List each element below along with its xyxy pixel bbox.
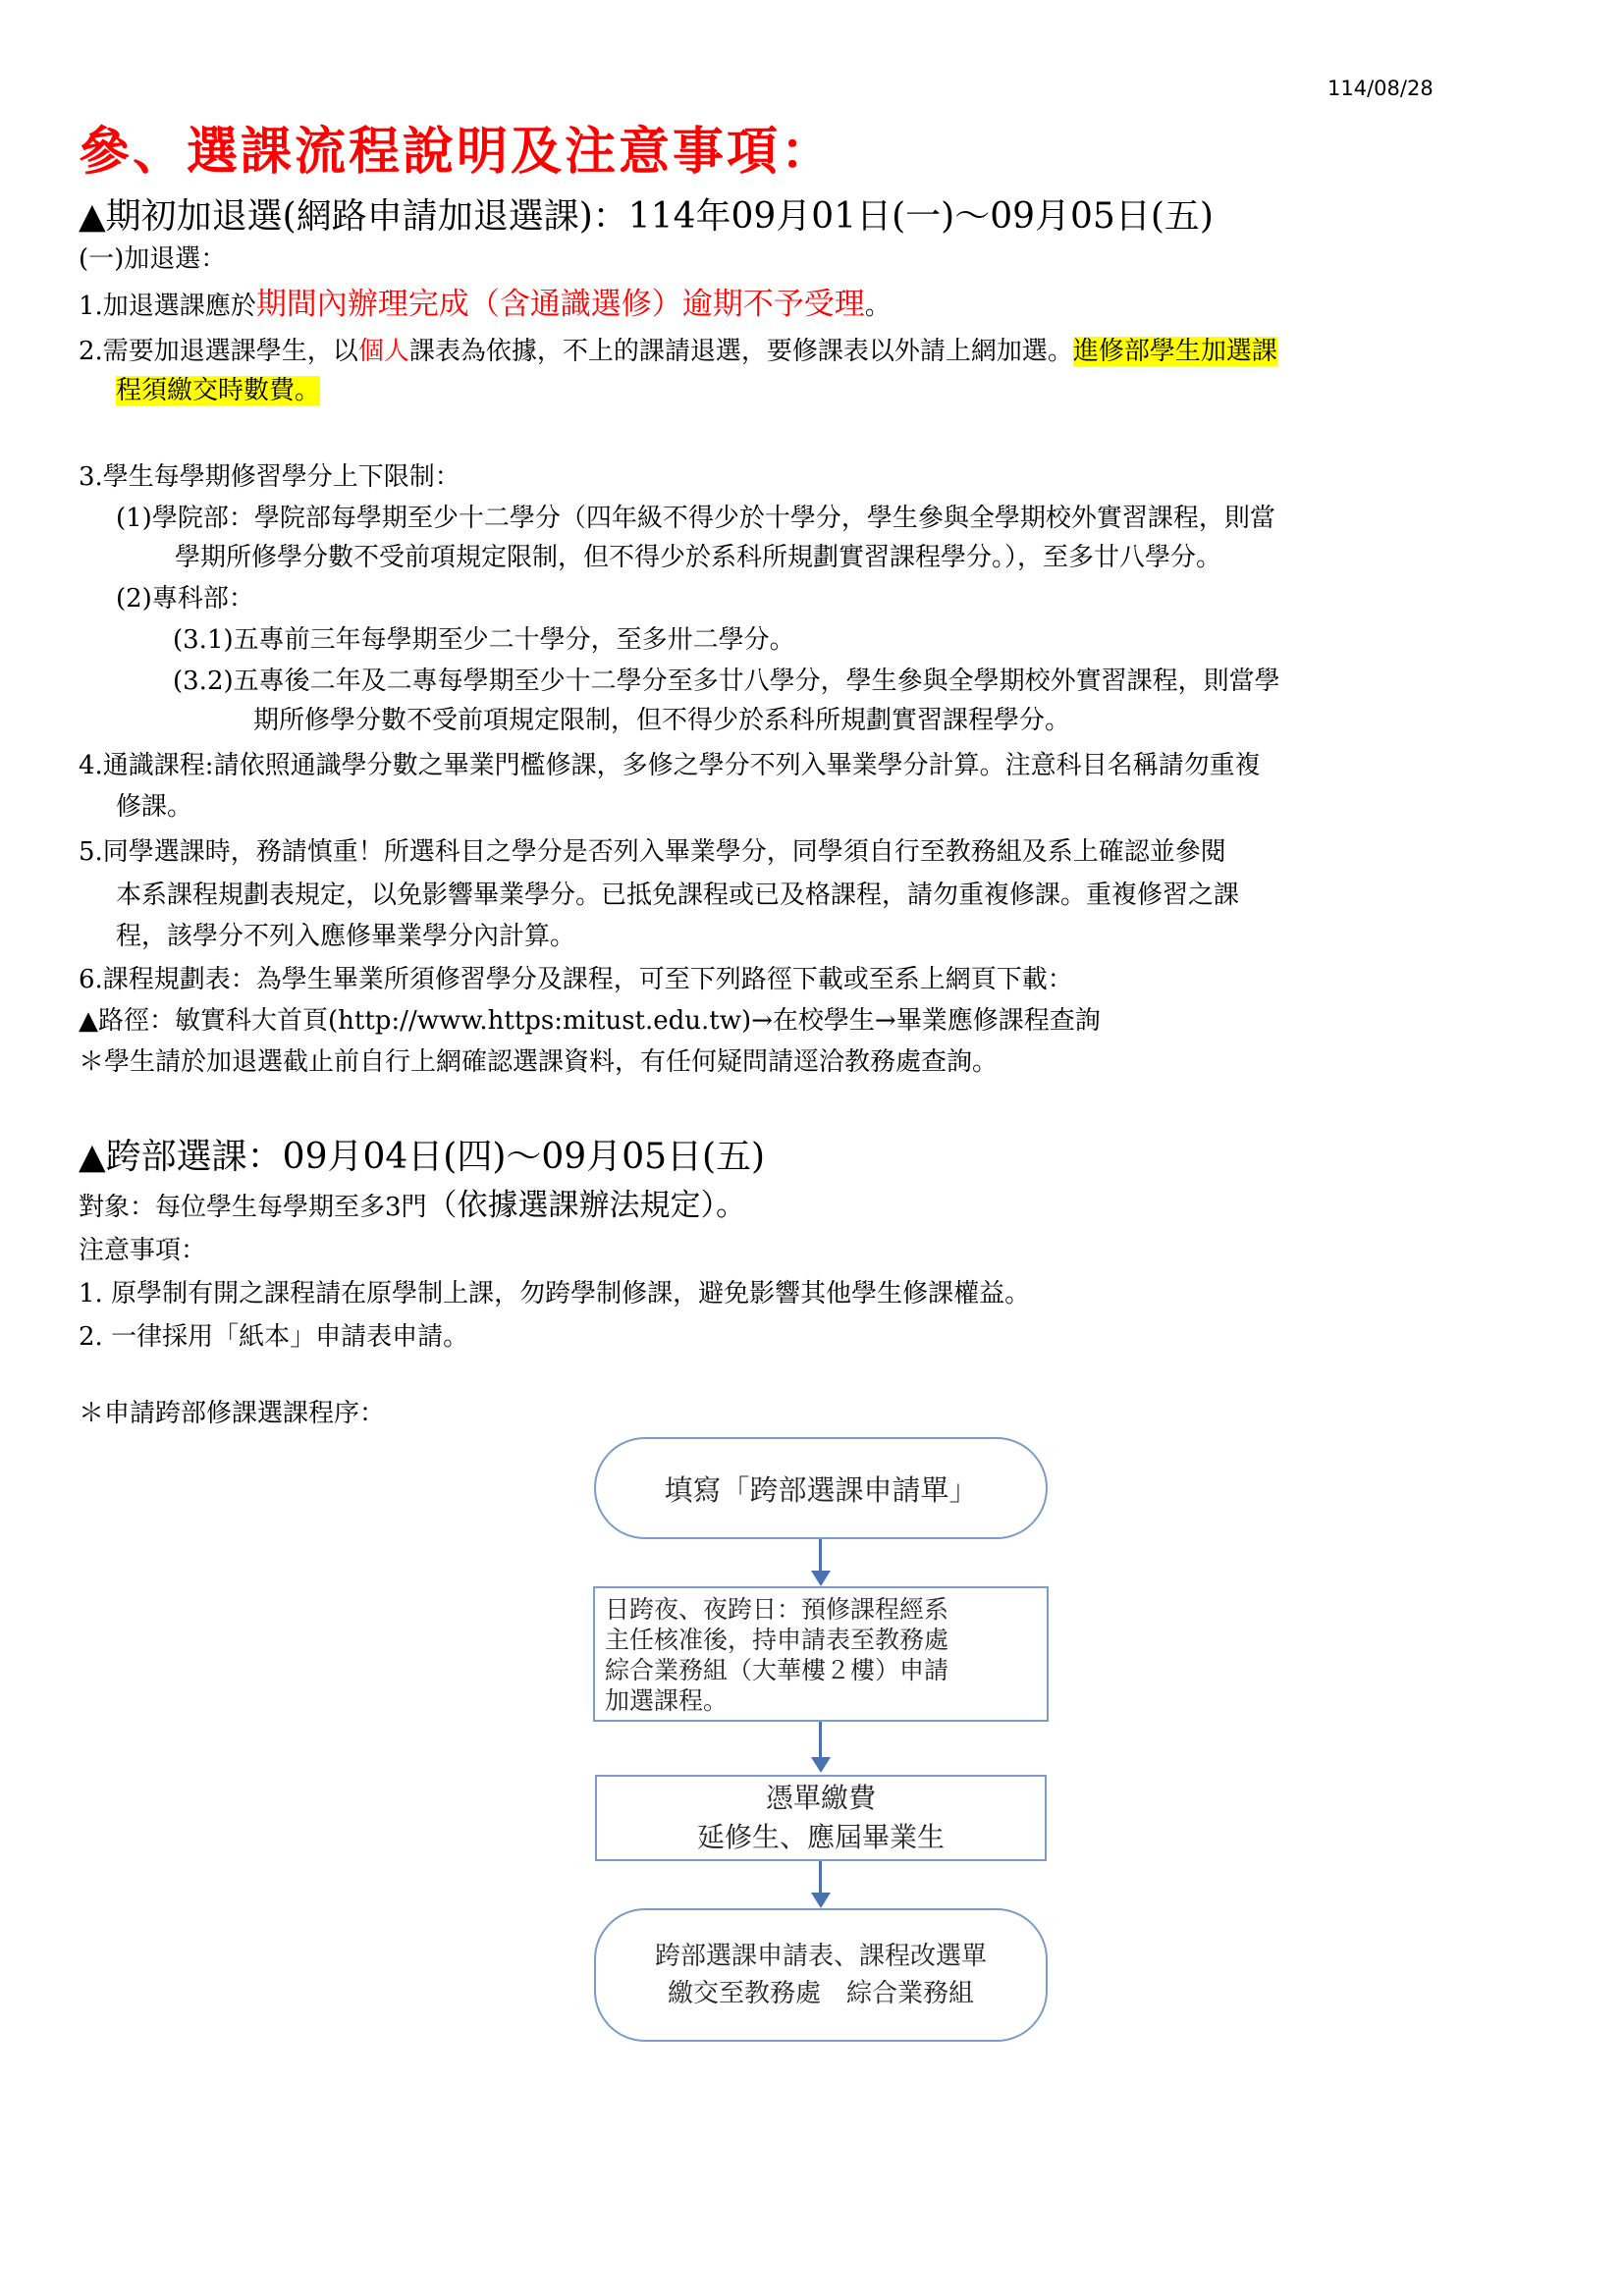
- flow-step-approval: [593, 1586, 1049, 1722]
- item5-line1: 5.同學選課時，務請慎重！所選科目之學分是否列入畢業學分，同學須自行至教務組及系上確認並參閱: [79, 837, 1226, 867]
- flow-step-payment: [595, 1775, 1047, 1861]
- download-path: ▲路徑：敏實科大首頁(http://www.https:mitust.edu.tw)→在校學生→畢業應修課程查詢: [79, 1006, 1101, 1036]
- item2-highlight-2: 程須繳交時數費。: [116, 376, 321, 405]
- item3-1-line2: 學期所修學分數不受前項規定限制，但不得少於系科所規劃實習課程學分。），至多廿八學分。: [175, 543, 1222, 572]
- flow-step-approval-line3: 綜合業務組（大華樓２樓）申請: [605, 1656, 949, 1684]
- item3-2-2-line2: 期所修學分數不受前項規定限制，但不得少於系科所規劃實習課程學分。: [253, 706, 1071, 735]
- flow-step-fill-form-label: 填寫「跨部選課申請單」: [664, 1472, 978, 1507]
- item2-line1: [79, 332, 1277, 371]
- flow-arrow-1-head-icon: [811, 1571, 831, 1586]
- item4-line1: 4.通識課程:請依照通識學分數之畢業門檻修課，多修之學分不列入畢業學分計算。注意科目名稱請勿重複: [79, 751, 1261, 780]
- item2-part-b: 課表為依據，不上的課請退選，要修課表以外請上網加選。: [408, 337, 1073, 366]
- flow-step-submit-line2: 繳交至教務處 綜合業務組: [667, 1979, 974, 2008]
- item2-part-a: 2.需要加退選課學生，以: [79, 337, 358, 366]
- item1-prefix: 1.加退選課應於: [79, 292, 256, 321]
- flow-step-approval-line4: 加選課程。: [605, 1686, 729, 1715]
- item3: 3.學生每學期修習學分上下限制：: [79, 462, 460, 492]
- flow-arrow-2-head-icon: [811, 1757, 831, 1773]
- section1-subheading: (一)加退選：: [79, 244, 227, 274]
- flow-step-payment-line2: 延修生、應屆畢業生: [696, 1821, 945, 1853]
- note1: 1. 原學制有開之課程請在原學制上課，勿跨學制修課，避免影響其他學生修課權益。: [79, 1279, 1031, 1308]
- target-text: [79, 1186, 746, 1227]
- item6: 6.課程規劃表：為學生畢業所須修習學分及課程，可至下列路徑下載或至系上網頁下載：: [79, 965, 1073, 994]
- item5-line3: 程，該學分不列入應修畢業學分內計算。: [116, 922, 576, 951]
- notes-title: 注意事項：: [79, 1236, 207, 1265]
- procedure-title: ＊申請跨部修課選課程序：: [79, 1399, 386, 1428]
- item1: [79, 285, 891, 326]
- section1-heading: ▲期初加退選(網路申請加退選課)：114年09月01日(一)～09月05日(五): [79, 196, 1214, 237]
- item3-2-2-line1: (3.2)五專後二年及二專每學期至少十二學分至多廿八學分，學生參與全學期校外實習課程，則當學: [173, 667, 1280, 696]
- item3-2: (2)專科部：: [116, 584, 254, 614]
- item1-red-text: 期間內辦理完成（含通識選修）逾期不予受理: [255, 287, 865, 322]
- flow-step-submit-line1: 跨部選課申請表、課程改選單: [654, 1942, 987, 1971]
- page-title: 參、選課流程說明及注意事項：: [79, 122, 836, 182]
- flow-step-approval-line1: 日跨夜、夜跨日：預修課程經系: [605, 1595, 949, 1624]
- flow-step-submit: [594, 1908, 1048, 2042]
- document-date: 114/08/28: [1327, 77, 1434, 100]
- flow-step-payment-line1: 憑單繳費: [765, 1782, 876, 1814]
- note2: 2. 一律採用「紙本」申請表申請。: [79, 1322, 469, 1352]
- flow-arrow-3: [819, 1861, 822, 1895]
- item3-2-1: (3.1)五專前三年每學期至少二十學分，至多卅二學分。: [173, 625, 795, 655]
- section1-note: ＊學生請於加退選截止前自行上網確認選課資料，有任何疑問請逕洽教務處查詢。: [79, 1047, 999, 1077]
- item2-red-text: 個人: [357, 337, 409, 366]
- section2-heading: ▲跨部選課：09月04日(四)～09月05日(五): [79, 1137, 766, 1177]
- flow-arrow-2: [819, 1722, 822, 1759]
- item3-1-line1: (1)學院部：學院部每學期至少十二學分（四年級不得少於十學分，學生參與全學期校外實習課程，則當: [116, 504, 1275, 533]
- item2-highlight-1: 進修部學生加選課: [1072, 337, 1277, 366]
- item1-suffix: 。: [864, 292, 891, 321]
- flow-step-fill-form: [594, 1437, 1048, 1539]
- flow-arrow-1: [819, 1539, 822, 1573]
- flow-step-approval-line2: 主任核准後，持申請表至教務處: [605, 1626, 949, 1654]
- target-text-b: （依據選課辦法規定）。: [426, 1188, 747, 1223]
- item4-line2: 修課。: [116, 792, 193, 822]
- item5-line2: 本系課程規劃表規定，以免影響畢業學分。已抵免課程或已及格課程，請勿重複修課。重複修習之課: [116, 881, 1240, 910]
- target-text-a: 對象：每位學生每學期至多3門: [79, 1193, 427, 1222]
- flow-arrow-3-head-icon: [811, 1893, 831, 1908]
- item2-line2: [116, 371, 320, 410]
